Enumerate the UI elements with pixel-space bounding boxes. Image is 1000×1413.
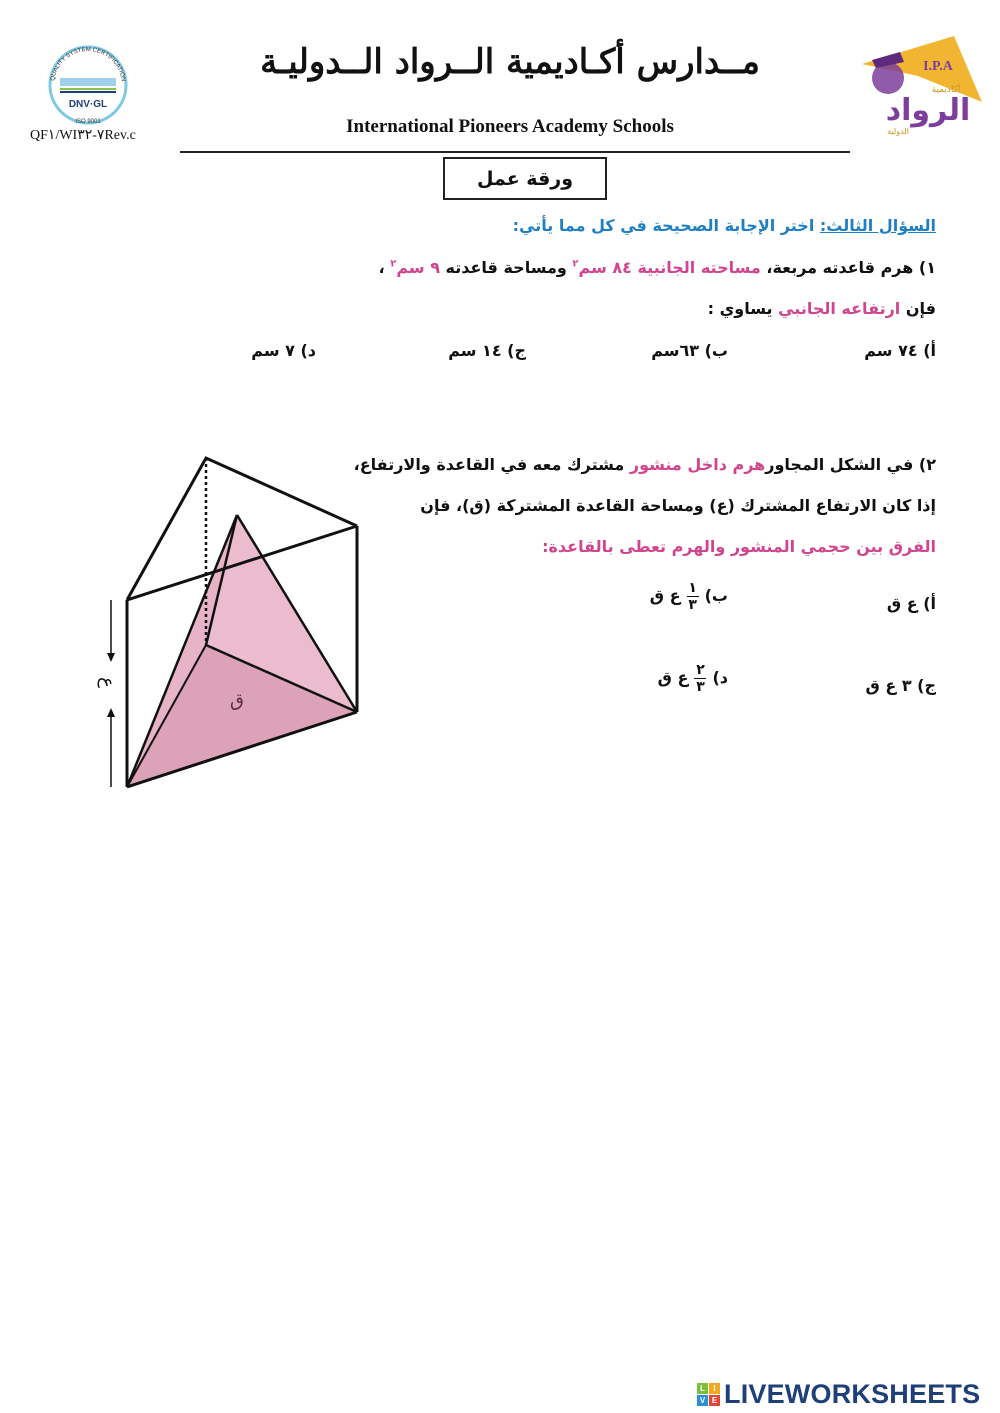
q2-option-a[interactable]: أ) ع ق <box>886 594 936 613</box>
q1-statement-line2: فإن ارتفاعه الجانبي يساوي : <box>707 299 936 318</box>
q2-option-c[interactable]: ج) ٣ ع ق <box>865 676 936 695</box>
question-heading <box>513 216 936 235</box>
question-number-label: السؤال الثالث: <box>819 216 936 235</box>
ipa-school-logo <box>858 34 984 138</box>
svg-text:الرواد: الرواد <box>885 93 971 128</box>
worksheet-label: ورقة عمل <box>443 157 607 200</box>
school-title-english: International Pioneers Academy Schools <box>346 116 674 137</box>
dnv-gl-certification-logo <box>40 40 136 126</box>
q2-option-b[interactable]: ب) $\frac{١}{٣}$ ع ق <box>649 580 728 613</box>
q2-option-d[interactable]: د) $\frac{٢}{٣}$ ع ق <box>657 662 728 695</box>
svg-text:DNV·GL: DNV·GL <box>68 99 108 110</box>
document-code: QF١/WI٧-٣٢Rev.c <box>30 128 136 143</box>
q2-pyramid-in-prism: هرم داخل منشور <box>629 455 766 474</box>
base-area-label: ق <box>230 690 244 711</box>
q2-statement-line3: الفرق بين حجمي المنشور والهرم تعطى بالقاعدة: <box>542 537 936 556</box>
fraction-two-thirds: $\frac{٢}{٣}$ <box>696 662 705 695</box>
q1-lateral-area: مساحته الجانبية ٨٤ سم <box>578 258 761 277</box>
svg-text:ISO 9001: ISO 9001 <box>75 119 101 125</box>
height-label: ع <box>96 677 118 688</box>
q1-option-d[interactable]: د) ٧ سم <box>251 341 316 360</box>
q1-slant-height: ارتفاعه الجانبي <box>778 299 901 318</box>
svg-text:QUALITY SYSTEM CERTIFICATION: QUALITY SYSTEM CERTIFICATION <box>50 46 126 82</box>
q1-base-area: ٩ سم <box>396 258 440 277</box>
live-grid-icon: L I V E <box>697 1383 720 1406</box>
q2-statement-line2: إذا كان الارتفاع المشترك (ع) ومساحة القاعدة المشتركة (ق)، فإن <box>420 496 936 515</box>
svg-text:I.P.A: I.P.A <box>923 59 953 74</box>
footer-brand: LIVEWORKSHEETS <box>724 1379 981 1409</box>
svg-text:الدولية: الدولية <box>887 127 909 136</box>
question-instruction: اختر الإجابة الصحيحة في كل مما يأتي: <box>512 216 820 235</box>
q1-option-b[interactable]: ب) ٦٣سم <box>651 341 728 360</box>
liveworksheets-watermark <box>697 1379 980 1410</box>
q1-statement-line1: ١) هرم قاعدته مربعة، مساحته الجانبية ٨٤ سم$^٢$ ومساحة قاعدته ٩ سم$^٢$ ، <box>378 258 936 277</box>
school-title-arabic: مــدارس أكـاديمية الــرواد الــدوليـة <box>260 42 760 82</box>
q1-option-c[interactable]: ج) ١٤ سم <box>448 341 526 360</box>
fraction-one-third: $\frac{١}{٣}$ <box>688 580 697 613</box>
prism-pyramid-figure <box>96 440 380 800</box>
q2-statement-line1: ٢) في الشكل المجاورهرم داخل منشور مشترك معه في القاعدة والارتفاع، <box>353 455 936 474</box>
q1-option-a[interactable]: أ) ٧٤ سم <box>864 341 936 360</box>
svg-text:أكاديمية: أكاديمية <box>931 85 961 95</box>
header-divider <box>180 151 850 153</box>
